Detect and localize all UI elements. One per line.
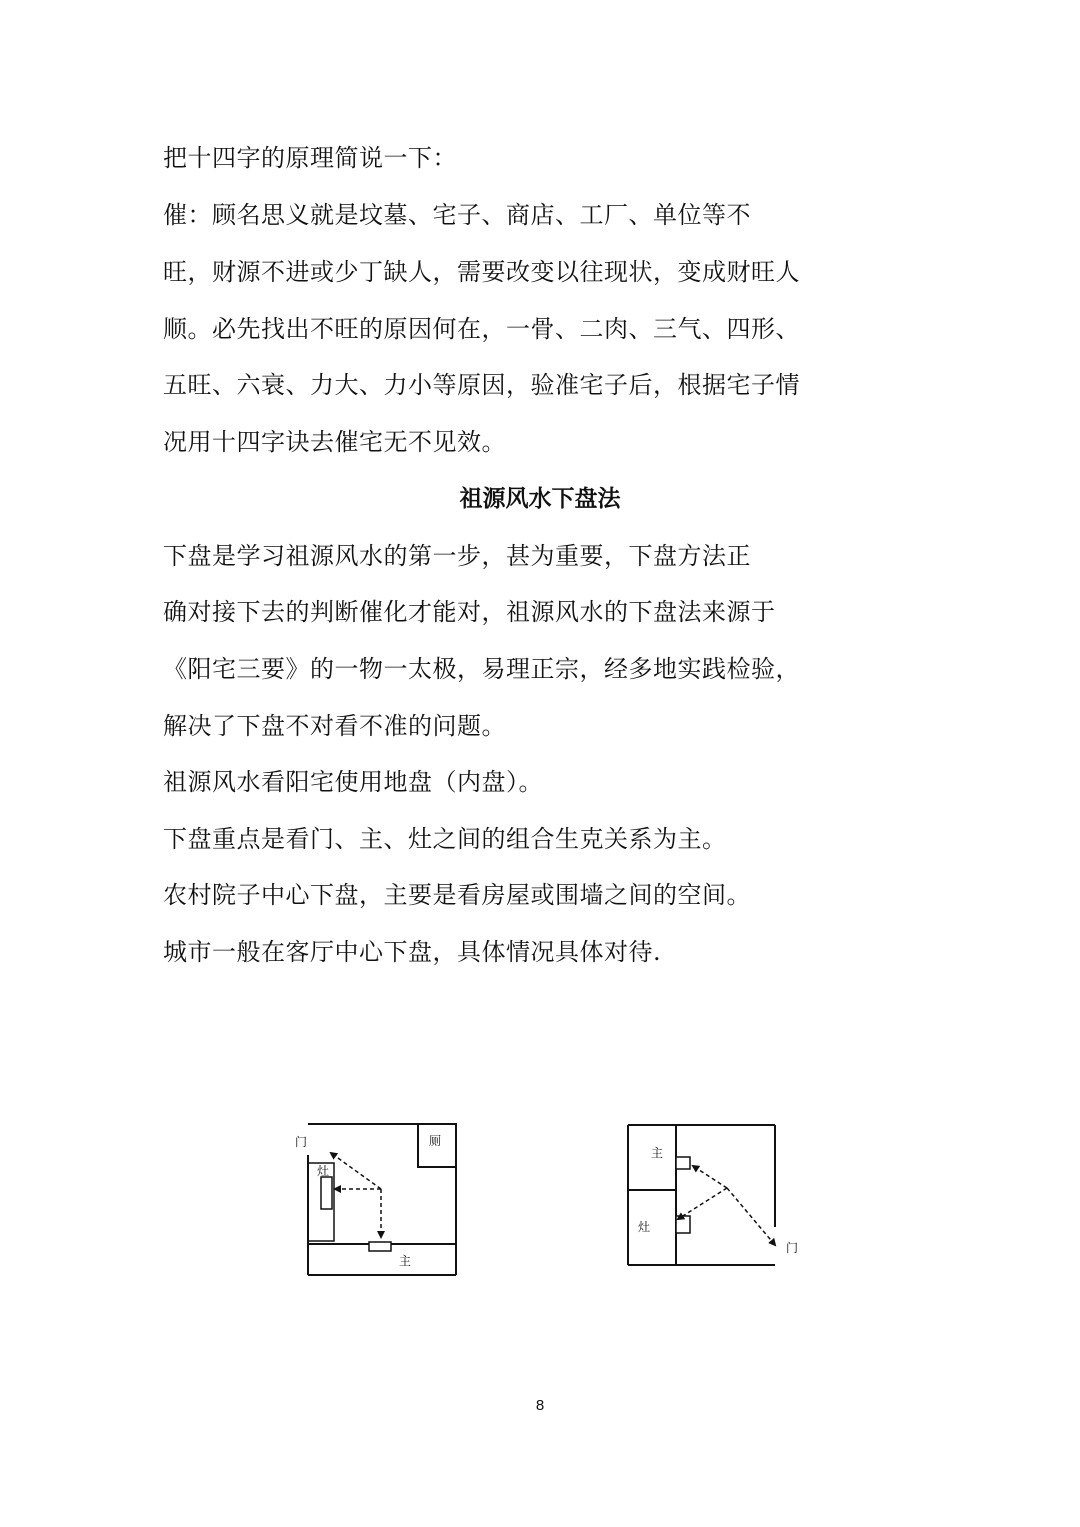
- page-number: 8: [535, 1397, 545, 1414]
- diagram-apartment: [615, 1115, 815, 1285]
- arrow-to-stove: [678, 1188, 727, 1219]
- master-symbol: [369, 1242, 391, 1251]
- text-line: 把十四字的原理简说一下：: [163, 144, 457, 172]
- section-title: 祖源风水下盘法: [459, 486, 621, 512]
- text-line: 祖源风水看阳宅使用地盘（内盘）。: [163, 768, 543, 796]
- door-label: 门: [295, 1135, 308, 1149]
- text-line: 城市一般在客厅中心下盘，具体情况具体对待.: [163, 938, 662, 966]
- arrow-to-door: [727, 1188, 775, 1245]
- stove-symbol: [321, 1177, 332, 1209]
- text-line: 农村院子中心下盘，主要是看房屋或围墙之间的空间。: [163, 881, 751, 909]
- text-line: 五旺、六衰、力大、力小等原因，验准宅子后，根据宅子情: [163, 371, 800, 399]
- master-symbol: [676, 1157, 690, 1169]
- text-line: 《阳宅三要》的一物一太极，易理正宗，经多地实践检验，: [163, 655, 800, 683]
- stove-label: 灶: [638, 1220, 651, 1234]
- text-line: 催：顾名思义就是坟墓、宅子、商店、工厂、单位等不: [163, 201, 751, 229]
- text-line: 下盘重点是看门、主、灶之间的组合生克关系为主。: [163, 825, 727, 853]
- arrow-to-door: [331, 1153, 381, 1189]
- text-line: 顺。必先找出不旺的原因何在，一骨、二肉、三气、四形、: [163, 315, 800, 343]
- text-line: 确对接下去的判断催化才能对，祖源风水的下盘法来源于: [163, 598, 776, 626]
- master-label: 主: [651, 1146, 664, 1160]
- text-line: 解决了下盘不对看不准的问题。: [163, 712, 506, 740]
- master-label: 主: [399, 1254, 412, 1268]
- door-label: 门: [786, 1241, 799, 1255]
- text-line: 下盘是学习祖源风水的第一步，甚为重要，下盘方法正: [163, 542, 751, 570]
- stove-label: 灶: [317, 1164, 330, 1178]
- text-line: 况用十四字诀去催宅无不见效。: [163, 428, 506, 456]
- diagram-courtyard: [285, 1115, 470, 1285]
- text-line: 旺，财源不进或少丁缺人，需要改变以往现状，变成财旺人: [163, 258, 800, 286]
- arrow-to-master: [693, 1166, 727, 1188]
- toilet-label: 厕: [429, 1134, 442, 1148]
